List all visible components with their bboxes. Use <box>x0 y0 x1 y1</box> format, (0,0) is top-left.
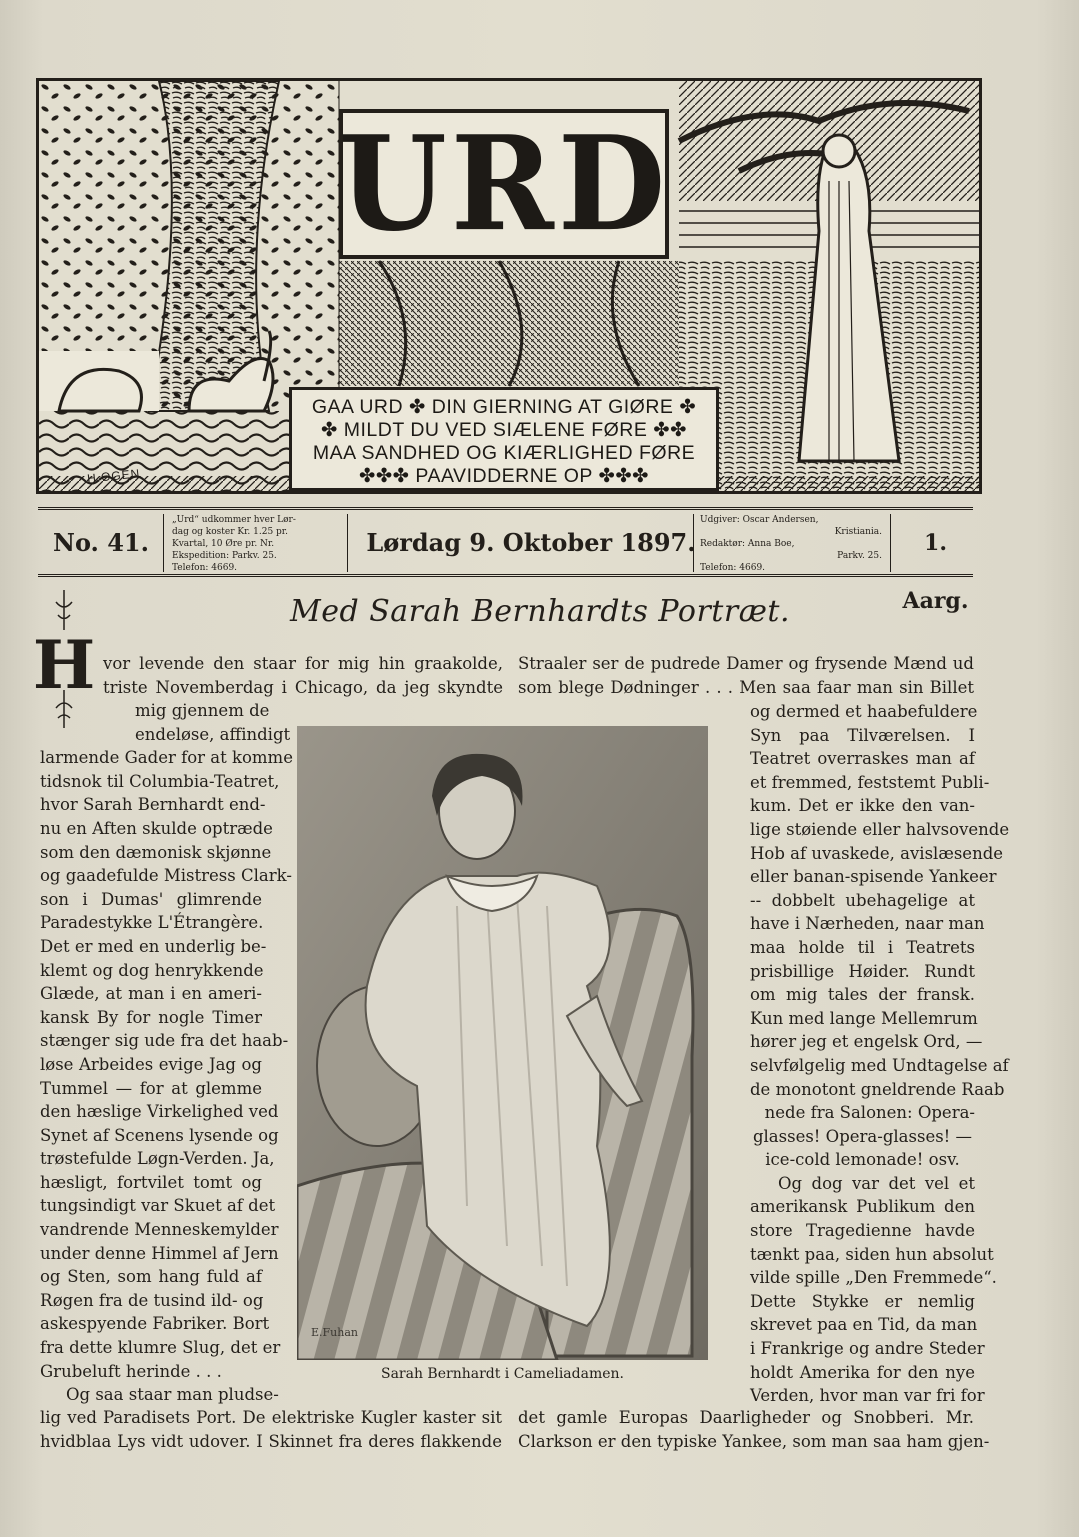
text-line: og dermed et haabefuldere <box>750 702 978 721</box>
text-line: lige støiende eller halvsovende <box>750 819 1010 839</box>
article-right-column <box>750 700 1010 1408</box>
text-line: klemt og dog henrykkende <box>40 960 264 980</box>
text-line: et fremmed, feststemt Publi- <box>750 772 990 792</box>
text-line: hvor Sarah Bernhardt end- <box>40 795 266 815</box>
text-line: hvidblaa Lys vidt udover. I Skinnet fra deres flakkende <box>40 1431 502 1451</box>
text-line: nede fra Salonen: Opera- <box>764 1103 975 1123</box>
text-line: vandrende Menneskemylder <box>40 1220 279 1240</box>
text-line: trøstefulde Løgn-Verden. Ja, <box>40 1149 275 1169</box>
text-line: amerikansk Publikum den <box>750 1197 975 1217</box>
text-line: Tummel — for at glemme <box>40 1078 262 1098</box>
info-line: Parkv. 25. <box>837 551 882 561</box>
text-line: om mig tales der fransk. <box>750 985 975 1005</box>
masthead-illustration <box>36 78 982 494</box>
article-intro-right <box>518 652 974 699</box>
text-line: som blege Dødninger . . . Men saa faar man sin Billet <box>518 677 974 697</box>
text-line: i Frankrige og andre Steder <box>750 1339 985 1359</box>
motto-line: GAA URD ✤ DIN GIERNING AT GIØRE ✤ <box>311 396 697 418</box>
text-line: kum. Det er ikke den van- <box>750 796 975 816</box>
text-line: nu en Aften skulde optræde <box>40 818 273 838</box>
text-line: fra dette klumre Slug, det er <box>40 1338 281 1358</box>
motto-box <box>289 387 719 491</box>
text-line: mig gjennem de <box>135 701 270 720</box>
text-line: Paradestykke L'Étrangère. <box>40 913 264 933</box>
text-line: selvfølgelig med Undtagelse af <box>750 1055 1009 1075</box>
info-line: Telefon: 4669. <box>172 563 238 573</box>
artist-signature: H.OGEN <box>86 466 141 486</box>
dropcap-letter: H <box>34 626 96 704</box>
text-line: Røgen fra de tusind ild- og <box>40 1290 264 1310</box>
info-line: Ekspedition: Parkv. 25. <box>172 551 277 561</box>
text-line: maa holde til i Teatrets <box>750 937 975 957</box>
volume-label: 1. Aarg. <box>902 530 969 614</box>
info-line: Kristiania. <box>834 527 882 537</box>
text-line: Teatret overraskes man af <box>750 749 975 769</box>
text-line: Og dog var det vel et <box>778 1173 975 1193</box>
text-line: under denne Himmel af Jern <box>40 1243 279 1263</box>
article-bottom-left <box>40 1406 502 1453</box>
masthead-title-box <box>339 109 669 259</box>
motto-line: ✤✤✤ PAAVIDDERNE OP ✤✤✤ <box>359 465 649 487</box>
text-line: tidsnok til Columbia-Teatret, <box>40 771 280 791</box>
text-line: holdt Amerika for den nye <box>750 1362 975 1382</box>
text-line: det gamle Europas Daarligheder og Snobberi. Mr. <box>518 1408 974 1427</box>
text-line: kansk By for nogle Timer <box>40 1007 262 1027</box>
issue-number: No. 41. <box>53 528 149 557</box>
text-line: lig ved Paradisets Port. De elektriske Kugler kaster sit <box>40 1408 502 1427</box>
text-line: og Sten, som hang fuld af <box>40 1267 262 1287</box>
text-line: som den dæmonisk skjønne <box>40 842 272 862</box>
text-line: Straaler ser de pudrede Damer og frysende Mænd ud <box>518 654 974 673</box>
text-line: larmende Gader for at komme <box>40 748 293 768</box>
text-line: Verden, hvor man var fri for <box>750 1386 985 1406</box>
text-line: stænger sig ude fra det haab- <box>40 1031 289 1051</box>
text-line: Dette Stykke er nemlig <box>750 1291 975 1311</box>
text-line: endeløse, affindigt <box>135 724 291 744</box>
text-line: Kun med lange Mellemrum <box>750 1008 978 1028</box>
article-bottom-right <box>518 1406 990 1453</box>
photo-signature: E.Fuhan <box>311 1326 358 1339</box>
text-line: glasses! Opera-glasses! — <box>752 1126 973 1146</box>
info-line: dag og koster Kr. 1.25 pr. <box>172 527 288 537</box>
info-line: Udgiver: Oscar Andersen, <box>700 515 819 525</box>
publisher-info <box>693 514 891 572</box>
text-line: Det er med en underlig be- <box>40 936 267 956</box>
text-line: ice-cold lemonade! osv. <box>765 1150 960 1170</box>
newspaper-title: URD <box>338 107 670 261</box>
article-left-column <box>40 699 293 1407</box>
photo-caption: Sarah Bernhardt i Cameliadamen. <box>380 1366 624 1382</box>
portrait-photo <box>297 726 708 1360</box>
text-line: vilde spille „Den Fremmede“. <box>750 1268 997 1288</box>
text-line: Clarkson er den typiske Yankee, som man saa ham gjen- <box>518 1431 990 1451</box>
text-line: have i Nærheden, naar man <box>750 914 985 934</box>
text-line: og gaadefulde Mistress Clark- <box>40 866 292 886</box>
text-line: tungsindigt var Skuet af det <box>40 1196 276 1216</box>
info-line: Redaktør: Anna Boe, <box>700 539 795 549</box>
issue-date: Lørdag 9. Oktober 1897. <box>366 528 696 557</box>
motto-line: MAA SANDHED OG KIÆRLIGHED FØRE <box>312 442 696 464</box>
text-line: Hob af uvaskede, avislæsende <box>750 843 1004 863</box>
text-line: vor levende den staar for mig hin graakolde, <box>103 654 503 673</box>
text-line: hører jeg et engelsk Ord, — <box>750 1032 983 1052</box>
text-line: triste Novemberdag i Chicago, da jeg skyndte <box>103 677 503 697</box>
text-line: askespyende Fabriker. Bort <box>40 1314 270 1334</box>
article-intro-left <box>103 652 503 699</box>
text-line: den hæslige Virkelighed ved <box>40 1102 279 1122</box>
text-line: eller banan-spisende Yankeer <box>750 867 997 887</box>
text-line: de monotont gneldrende Raab <box>750 1079 1005 1099</box>
info-line: Telefon: 4669. <box>700 563 766 573</box>
text-line: -- dobbelt ubehagelige at <box>750 890 975 910</box>
motto-line: ✤ MILDT DU VED SIÆLENE FØRE ✤✤ <box>321 419 687 441</box>
portrait-image <box>297 726 708 1360</box>
subscription-info <box>163 514 348 572</box>
text-line: løse Arbeides evige Jag og <box>40 1054 262 1074</box>
text-line: store Tragedienne havde <box>750 1221 975 1241</box>
text-line: tænkt paa, siden hun absolut <box>750 1244 994 1264</box>
text-line: son i Dumas' glimrende <box>40 889 262 909</box>
text-line: Glæde, at man i en ameri- <box>40 984 262 1004</box>
text-line: Grubeluft herinde . . . <box>40 1361 222 1381</box>
info-line: „Urd“ udkommer hver Lør- <box>172 515 296 525</box>
text-line: skrevet paa en Tid, da man <box>750 1315 978 1335</box>
text-line: Og saa staar man pludse- <box>66 1385 279 1405</box>
text-line: Synet af Scenens lysende og <box>40 1125 279 1145</box>
article-headline: Med Sarah Bernhardts Portræt. <box>290 594 790 629</box>
text-line: prisbillige Høider. Rundt <box>750 961 975 981</box>
text-line: hæsligt, fortvilet tomt og <box>40 1172 262 1192</box>
text-line: Syn paa Tilværelsen. I <box>750 725 975 745</box>
info-line: Kvartal, 10 Øre pr. Nr. <box>172 539 275 549</box>
